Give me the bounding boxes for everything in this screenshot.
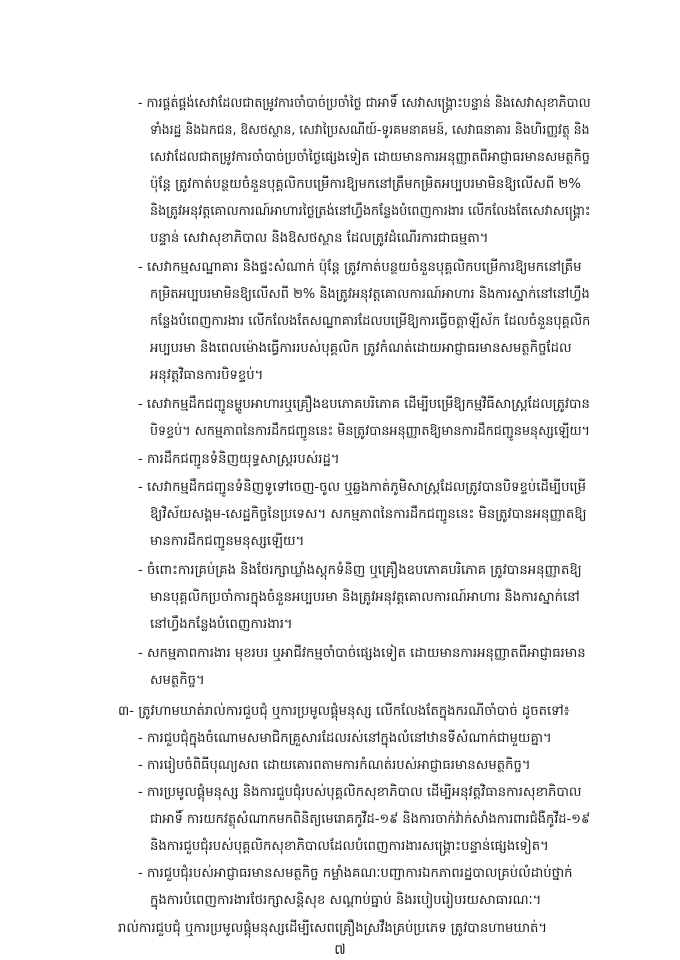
text-line: - ការប្រមូលផ្តុំមនុស្ស និងការជួបជុំរបស់បុគ្គលិកសុខាភិបាល ដើម្បីអនុវត្តវិធានការសុខាភិបាល — [138, 785, 582, 800]
text-line: បន្ទាន់ សេវាសុខាភិបាល និងឱសថស្ថាន ដែលត្រូវដំណើរការជាធម្មតា។ — [150, 231, 489, 246]
text-line: បិទខ្ទប់។ សកម្មភាពនៃការដឹកជញ្ជូននេះ មិនត្រូវបានអនុញ្ញាតឱ្យមានការដឹកជញ្ជូនមនុស្សឡើយ។ — [150, 424, 590, 439]
text-line: ទាំងរដ្ឋ និងឯកជន, ឱសថស្ថាន, សេវាប្រៃសណីយ៍-ទូរគមនាគមន៍, សេវាធនាគារ និងហិរញ្ញវត្ថុ និង — [150, 123, 590, 138]
text-line: - ការផ្គត់ផ្គង់សេវាដែលជាតម្រូវការចាំបាច់ប្រចាំថ្ងៃ ជាអាទិ៍ សេវាសង្គ្រោះបន្ទាន់ និងសេវាសុខាភិបាល — [138, 96, 591, 111]
text-line: មានការដឹកជញ្ជូនមនុស្សឡើយ។ — [150, 534, 305, 549]
text-line: ក្នុងការបំពេញការងារថែរក្សាសន្តិសុខ សណ្តាប់ធ្នាប់ និងរបៀបរៀបរយសាធារណៈ។ — [150, 893, 542, 908]
text-line: - សេវាកម្មដឹកជញ្ជូនម្ហូបអាហារឬគ្រឿងឧបភោគបរិភោគ ដើម្បីបម្រើឱ្យកម្មវិធីសាស្ត្រដែលត្រូវបាន — [138, 397, 590, 412]
text-line: សមត្ថកិច្ច។ — [150, 673, 205, 688]
text-line: - ការដឹកជញ្ជូនទំនិញយុទ្ធសាស្ត្ររបស់រដ្ឋ។ — [138, 452, 340, 467]
section-heading: ៣- ត្រូវហាមឃាត់រាល់ការជួបជុំ ឬការប្រមូលផ្តុំមនុស្ស លើកលែងតែក្នុងករណីចាំបាច់ ដូចតទៅ៖ — [118, 704, 570, 719]
text-line: អនុវត្តវិធានការបិទខ្ទប់។ — [150, 368, 264, 383]
text-line: - ការជួបជុំរបស់អាជ្ញាធរមានសមត្ថកិច្ច កម្លាំងគណៈបញ្ជាការឯកភាពរដ្ឋបាលគ្រប់លំដាប់ថ្នាក់ — [138, 866, 573, 881]
text-line: នៅហ្វឹងកន្លែងបំពេញការងារ។ — [150, 617, 293, 632]
text-line: - សេវាកម្មសណ្ឋាគារ និងផ្ទះសំណាក់ ប៉ុន្តែ ត្រូវកាត់បន្ថយចំនួនបុគ្គលិកបម្រើការឱ្យមកនៅត្រឹម — [138, 260, 582, 275]
text-line: កន្លែងបំពេញការងារ លើកលែងតែសណ្ឋាគារដែលបម្រើឱ្យការធ្វើចត្តាឡីស័ក ដែលចំនួនបុគ្គលិក — [150, 314, 591, 329]
text-line: និងការជួបជុំរបស់បុគ្គលិកសុខាភិបាលដែលបំពេញការងារសង្គ្រោះបន្ទាន់ផ្សេងទៀត។ — [150, 839, 549, 854]
text-line: កម្រិតអប្បបរមាមិនឱ្យលើសពី ២% និងត្រូវអនុវត្តគោលការណ៍អាហារ និងការស្នាក់នៅនៅហ្វឹង — [150, 287, 590, 302]
text-line: អប្បបរមា និងពេលម៉ោងធ្វើការរបស់បុគ្គលិក ត្រូវកំណត់ដោយអាជ្ញាធរមានសមត្ថកិច្ចដែល — [150, 341, 572, 356]
closing-paragraph: រាល់ការជួបជុំ ឬការប្រមូលផ្តុំមនុស្សដើម្បីសេពគ្រឿងស្រវឹងគ្រប់ប្រភេទ ត្រូវបានហាមឃាត់។ — [118, 921, 548, 936]
text-line: ឱ្យវិស័យសង្គម-សេដ្ឋកិច្ចនៃប្រទេស។ សកម្មភាពនៃការដឹកជញ្ជូននេះ មិនត្រូវបានអនុញ្ញាតឱ្យ — [150, 507, 587, 522]
text-line: ជាអាទិ៍ ការយកវត្ថុសំណាកមកពិនិត្យមេរោគកូវីដ-១៩ និងការចាក់វ៉ាក់សាំងការពារជំងឺកូវីដ-១៩ — [150, 812, 591, 827]
text-line: មានបុគ្គលិកប្រចាំការក្នុងចំនួនអប្បបរមា និងត្រូវអនុវត្តគោលការណ៍អាហារ និងការស្នាក់នៅ — [150, 590, 580, 605]
text-line: - ការជួបជុំក្នុងចំណោមសមាជិកគ្រួសារដែលរស់នៅក្នុងលំនៅឋានទីសំណាក់ជាមួយគ្នា។ — [138, 731, 552, 746]
text-line: - សេវាកម្មដឹកជញ្ជូនទំនិញទូទៅចេញ-ចូល ឬឆ្លងកាត់ភូមិសាស្ត្រដែលត្រូវបានបិទខ្ទប់ដើម្បីបម្រើ — [138, 480, 586, 495]
text-line: ប៉ុន្តែ ត្រូវកាត់បន្ថយចំនួនបុគ្គលិកបម្រើការឱ្យមកនៅត្រឹមកម្រិតអប្បបរមាមិនឱ្យលើសពី ២% — [150, 177, 581, 192]
text-line: - ការរៀបចំពិធីបុណ្យសព ដោយគោរពតាមការកំណត់របស់អាជ្ញាធរមានសមត្ថកិច្ច។ — [138, 758, 531, 773]
text-line: - សកម្មភាពការងារ មុខរបរ ឬអាជីវកម្មចាំបាច់ផ្សេងទៀត ដោយមានការអនុញ្ញាតពីអាជ្ញាធរមាន — [138, 646, 586, 661]
text-line: សេវាដែលជាតម្រូវការចាំបាច់ប្រចាំថ្ងៃផ្សេងទៀត ដោយមានការអនុញ្ញាតពីអាជ្ញាធរមានសមត្ថកិច្ច — [150, 150, 590, 165]
page-number: ៧ — [334, 942, 346, 958]
text-line: - ចំពោះការគ្រប់គ្រង និងថែរក្សាឃ្លាំងស្តុកទំនិញ ឬគ្រឿងឧបភោគបរិភោគ ត្រូវបានអនុញ្ញាតឱ្យ — [138, 563, 582, 578]
text-line: និងត្រូវអនុវត្តគោលការណ៍អាហារថ្ងៃត្រង់នៅហ្វឹងកន្លែងបំពេញការងារ លើកលែងតែសេវាសង្គ្រោះ — [150, 204, 591, 219]
